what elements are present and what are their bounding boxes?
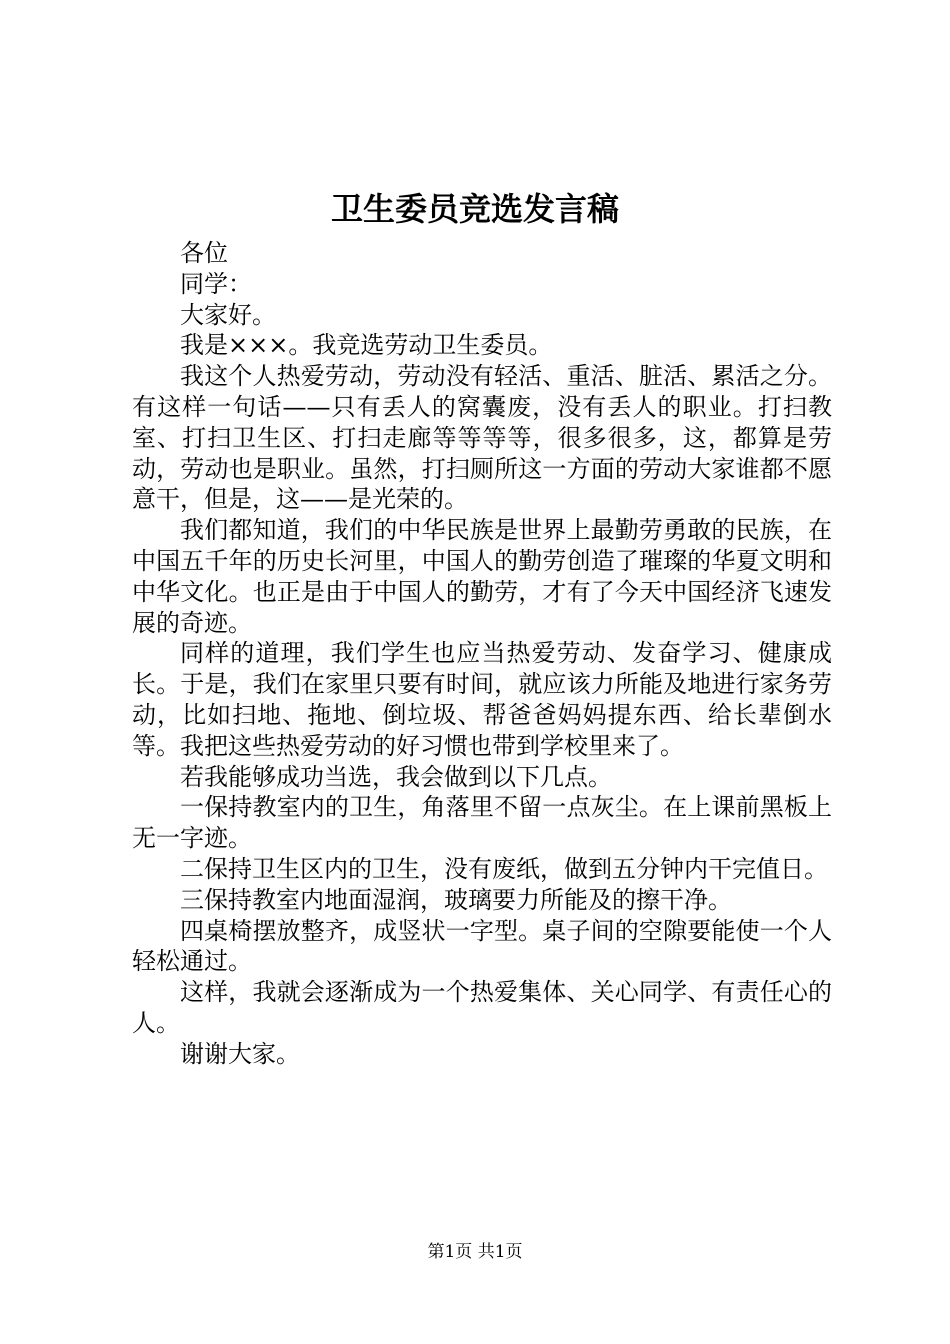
- paragraph-thanks: 谢谢大家。: [180, 1039, 300, 1068]
- paragraph-point-1: 一保持教室内的卫生，角落里不留一点灰尘。在上课前黑板上无一字迹。: [132, 793, 832, 853]
- paragraph-point-2: 二保持卫生区内的卫生，没有废纸，做到五分钟内干完值日。: [180, 854, 828, 883]
- paragraph-students: 同样的道理，我们学生也应当热爱劳动、发奋学习、健康成长。于是，我们在家里只要有时间，就应该力所能及地进行家务劳动，比如扫地、拖地、倒垃圾、帮爸爸妈妈提东西、给长辈倒水等。我把这些热爱劳动的好习惯也带到学校里来了。: [132, 639, 832, 760]
- paragraph-greeting-2: 同学：: [180, 269, 252, 298]
- paragraph-chinese-diligence: 我们都知道，我们的中华民族是世界上最勤劳勇敢的民族，在中国五千年的历史长河里，中国人的勤劳创造了璀璨的华夏文明和中华文化。也正是由于中国人的勤劳，才有了今天中国经济飞速发展的奇迹。: [132, 516, 832, 637]
- paragraph-greeting-1: 各位: [180, 239, 228, 267]
- paragraph-conclusion: 这样，我就会逐渐成为一个热爱集体、关心同学、有责任心的人。: [132, 978, 832, 1037]
- paragraph-point-4: 四桌椅摆放整齐，成竖状一字型。桌子间的空隙要能使一个人轻松通过。: [132, 916, 832, 976]
- paragraph-point-3: 三保持教室内地面湿润，玻璃要力所能及的擦干净。: [180, 885, 732, 914]
- paragraph-intro: 我是×××。我竞选劳动卫生委员。: [180, 331, 553, 360]
- document-body: [132, 238, 832, 1070]
- paragraph-love-labor: 我这个人热爱劳动，劳动没有轻活、重活、脏活、累活之分。有这样一句话——只有丢人的窝囊废，没有丢人的职业。打扫教室、打扫卫生区、打扫走廊等等等等，很多很多，这，都算是劳动，劳动也是职业。虽然，打扫厕所这一方面的劳动大家谁都不愿意干，但是，这——是光荣的。: [132, 362, 832, 514]
- paragraph-greeting-3: 大家好。: [180, 300, 276, 329]
- page-footer: 第1页 共1页: [427, 1242, 523, 1262]
- document-title: 卫生委员竞选发言稿: [330, 190, 619, 228]
- paragraph-if-elected: 若我能够成功当选，我会做到以下几点。: [180, 762, 612, 791]
